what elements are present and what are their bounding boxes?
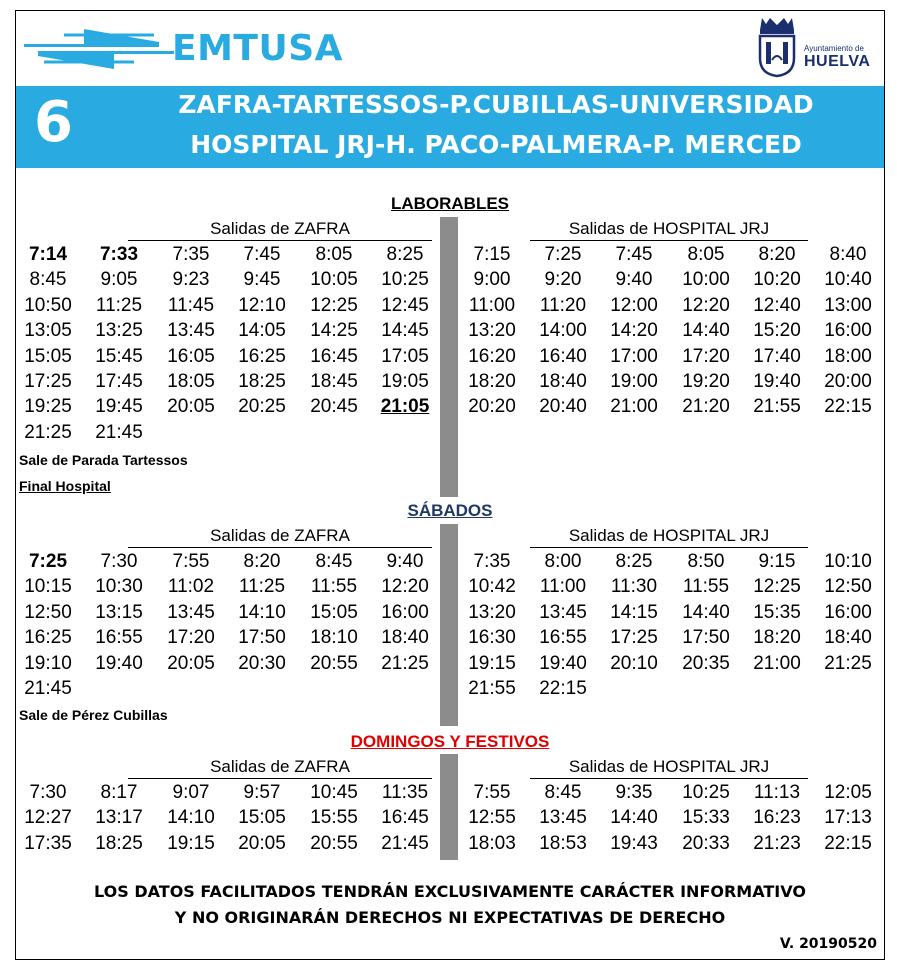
weekday-hospital-departure: 10:40: [824, 269, 872, 291]
saturday-hospital-departure: 11:55: [682, 576, 730, 598]
emtusa-arrow-icon: [24, 24, 174, 74]
holiday-zafra-departure: 19:15: [167, 832, 215, 854]
saturday-hospital-departure: 22:15: [539, 678, 587, 699]
saturday-hospital-departure: 18:40: [824, 627, 872, 649]
holiday-hospital-departure: 12:55: [468, 807, 516, 829]
weekday-hospital-departure: 20:20: [468, 396, 516, 418]
route-stops-line-2: HOSPITAL JRJ-H. PACO-PALMERA-P. MERCED: [190, 130, 802, 159]
weekday-hospital-departure: 18:00: [824, 345, 872, 367]
weekday-hospital-departure: 19:00: [610, 371, 658, 392]
holiday-hospital-departure: 18:53: [539, 832, 587, 854]
holiday-zafra-departure: 14:10: [167, 807, 215, 829]
saturday-hospital-departure: 18:20: [753, 627, 801, 649]
holiday-hospital-departure: 13:45: [539, 807, 587, 829]
weekday-zafra-departure: 10:05: [310, 269, 358, 291]
saturday-zafra-departure: 8:45: [315, 551, 353, 572]
saturday-hospital-header: Salidas de HOSPITAL JRJ: [530, 526, 808, 548]
saturday-zafra-departure: 16:25: [24, 627, 72, 649]
weekday-zafra-departure: 21:45: [95, 421, 143, 443]
weekday-zafra-departure: 16:05: [167, 345, 215, 367]
weekday-hospital-departure: 7:15: [473, 244, 511, 265]
weekday-hospital-departure: 17:00: [610, 345, 658, 367]
weekday-hospital-departure: 20:00: [824, 371, 872, 392]
saturday-hospital-departure: 12:25: [753, 576, 801, 598]
weekday-zafra-departure: 20:05: [167, 396, 215, 418]
saturday-title: SÁBADOS: [407, 501, 493, 520]
holiday-zafra-departure: 15:05: [238, 807, 286, 829]
holiday-hospital-departure: 16:23: [753, 807, 801, 829]
saturday-hospital-departure: 21:00: [753, 652, 801, 674]
saturday-zafra-departure: 10:15: [24, 576, 72, 598]
saturday-hospital-departure: 16:30: [468, 627, 516, 649]
route-banner: [16, 86, 884, 168]
weekday-zafra-departure: 7:35: [172, 244, 210, 265]
holiday-hospital-departure: 12:05: [824, 782, 872, 803]
weekday-hospital-departure: 8:40: [829, 244, 867, 265]
weekday-zafra-departure: 8:05: [315, 244, 353, 265]
saturday-hospital-departure: 10:10: [824, 551, 872, 572]
weekday-zafra-departure: 12:25: [310, 294, 358, 316]
saturday-zafra-departure: 18:10: [310, 627, 358, 649]
saturday-zafra-departure: 19:40: [95, 652, 143, 674]
weekday-zafra-departure: 18:05: [167, 371, 215, 392]
holiday-zafra-departure: 20:55: [310, 832, 358, 854]
weekday-zafra-departure: 9:05: [100, 269, 138, 291]
saturday-hospital-departure: 19:40: [539, 652, 587, 674]
saturday-zafra-departure: 10:30: [95, 576, 143, 598]
saturday-zafra-departure: 12:50: [24, 601, 72, 623]
holiday-hospital-departure: 8:45: [544, 782, 582, 803]
saturday-zafra-departure: 11:55: [310, 576, 358, 598]
saturday-zafra-departure: 8:20: [243, 551, 281, 572]
weekday-zafra-departure: 10:25: [381, 269, 429, 291]
weekday-hospital-departure: 19:40: [753, 371, 801, 392]
saturday-zafra-departure: 13:15: [95, 601, 143, 623]
saturday-hospital-departure: 8:25: [615, 551, 653, 572]
weekday-hospital-departure: 16:00: [824, 320, 872, 342]
holiday-zafra-departure: 13:17: [95, 807, 143, 829]
holiday-hospital-departure: 18:03: [468, 832, 516, 854]
saturday-hospital-departure: 8:00: [544, 551, 582, 572]
weekday-zafra-departure: 18:45: [310, 371, 358, 392]
saturday-hospital-departure: 14:40: [682, 601, 730, 623]
saturday-hospital-departure: 9:15: [758, 551, 796, 572]
weekday-hospital-departure: 12:40: [753, 294, 801, 316]
version-label: V. 20190520: [779, 936, 877, 952]
holiday-zafra-departure: 9:57: [243, 782, 281, 803]
holiday-zafra-departure: 17:35: [24, 832, 72, 854]
saturday-hospital-departure: 7:35: [473, 551, 511, 572]
saturday-zafra-departure: 11:25: [238, 576, 286, 598]
weekday-zafra-departure: 21:25: [24, 421, 72, 443]
weekday-hospital-departure: 9:20: [544, 269, 582, 291]
weekday-hospital-departure: 9:40: [615, 269, 653, 291]
saturday-hospital-departure: 17:50: [682, 627, 730, 649]
holiday-zafra-departure: 16:45: [381, 807, 429, 829]
saturday-zafra-departure: 20:55: [310, 652, 358, 674]
saturday-hospital-departure: 19:15: [468, 652, 516, 674]
weekday-hospital-departure: 7:25: [544, 244, 582, 265]
holiday-zafra-departure: 15:55: [310, 807, 358, 829]
holiday-zafra-departure: 12:27: [24, 807, 72, 829]
holiday-title: DOMINGOS Y FESTIVOS: [350, 732, 550, 751]
holiday-hospital-departure: 15:33: [682, 807, 730, 829]
holiday-zafra-departure: 21:45: [381, 832, 429, 854]
holiday-hospital-departure: 22:15: [824, 832, 872, 854]
saturday-zafra-departure: 14:10: [238, 601, 286, 623]
saturday-hospital-departure: 16:00: [824, 601, 872, 623]
holiday-hospital-departure: 9:35: [615, 782, 653, 803]
saturday-hospital-departure: 11:30: [610, 576, 658, 598]
holiday-zafra-header: Salidas de ZAFRA: [128, 757, 432, 779]
weekday-zafra-departure: 20:25: [238, 396, 286, 418]
saturday-hospital-departure: 10:42: [468, 576, 516, 598]
weekday-hospital-departure: 8:20: [758, 244, 796, 265]
weekday-zafra-departure: 8:25: [386, 244, 424, 265]
weekday-zafra-departure: 7:33: [99, 244, 139, 265]
weekday-hospital-departure: 13:00: [824, 294, 872, 316]
weekday-hospital-departure: 10:00: [682, 269, 730, 291]
weekday-zafra-departure: 16:25: [238, 345, 286, 367]
holiday-hospital-departure: 11:13: [753, 782, 801, 803]
saturday-zafra-departure: 9:40: [386, 551, 424, 572]
weekday-hospital-departure: 8:05: [687, 244, 725, 265]
saturday-zafra-departure: 17:50: [238, 627, 286, 649]
weekday-hospital-departure: 20:40: [539, 396, 587, 418]
holiday-zafra-departure: 10:45: [310, 782, 358, 803]
weekday-hospital-departure: 10:20: [753, 269, 801, 291]
weekday-zafra-departure: 9:45: [243, 269, 281, 291]
saturday-zafra-header: Salidas de ZAFRA: [128, 526, 432, 548]
weekday-zafra-departure: 7:14: [28, 244, 68, 265]
saturday-hospital-departure: 11:00: [539, 576, 587, 598]
weekday-hospital-departure: 16:40: [539, 345, 587, 367]
huelva-logo: [756, 16, 876, 82]
route-number: 6: [34, 90, 73, 155]
weekday-zafra-departure: 15:45: [95, 345, 143, 367]
holiday-zafra-departure: 11:35: [381, 782, 429, 803]
saturday-hospital-departure: 16:55: [539, 627, 587, 649]
saturday-hospital-departure: 21:25: [824, 652, 872, 674]
emtusa-wordmark: EMTUSA: [172, 28, 343, 69]
weekday-hospital-departure: 17:20: [682, 345, 730, 367]
weekday-hospital-departure: 14:00: [539, 320, 587, 342]
weekday-zafra-departure: 18:25: [238, 371, 286, 392]
weekday-hospital-departure: 11:00: [468, 294, 516, 316]
saturday-hospital-departure: 8:50: [687, 551, 725, 572]
saturday-hospital-departure: 17:25: [610, 627, 658, 649]
weekday-note-start: Sale de Parada Tartessos: [19, 452, 188, 468]
weekday-zafra-departure: 17:25: [24, 371, 72, 392]
holiday-hospital-departure: 19:43: [610, 832, 658, 854]
saturday-hospital-departure: 12:50: [824, 576, 872, 598]
weekday-zafra-departure: 13:05: [24, 320, 72, 342]
saturday-hospital-departure: 20:35: [682, 652, 730, 674]
weekday-title: LABORABLES: [390, 194, 510, 213]
saturday-zafra-departure: 21:25: [381, 652, 429, 674]
saturday-zafra-departure: 17:20: [167, 627, 215, 649]
weekday-hospital-departure: 22:15: [824, 396, 872, 418]
holiday-hospital-departure: 10:25: [682, 782, 730, 803]
holiday-hospital-departure: 14:40: [610, 807, 658, 829]
weekday-hospital-departure: 16:20: [468, 345, 516, 367]
weekday-hospital-departure: 19:20: [682, 371, 730, 392]
emtusa-logo: [24, 24, 364, 74]
saturday-zafra-departure: 13:45: [167, 601, 215, 623]
holiday-zafra-departure: 8:17: [100, 782, 138, 803]
huelva-crest-icon: [756, 16, 798, 78]
weekday-hospital-departure: 11:20: [539, 294, 587, 316]
authority-city: HUELVA: [804, 53, 871, 70]
saturday-hospital-departure: 15:35: [753, 601, 801, 623]
weekday-hospital-departure: 18:20: [468, 371, 516, 392]
saturday-zafra-departure: 12:20: [381, 576, 429, 598]
weekday-zafra-departure: 17:05: [381, 345, 429, 367]
weekday-hospital-departure: 14:40: [682, 320, 730, 342]
saturday-zafra-departure: 20:30: [238, 652, 286, 674]
saturday-hospital-departure: 14:15: [610, 601, 658, 623]
route-stops-line-1: ZAFRA-TARTESSOS-P.CUBILLAS-UNIVERSIDAD: [178, 90, 814, 119]
saturday-zafra-departure: 18:40: [381, 627, 429, 649]
weekday-zafra-departure: 11:25: [95, 294, 143, 316]
saturday-zafra-departure: 7:25: [28, 551, 68, 572]
saturday-hospital-departure: 21:55: [468, 678, 516, 699]
saturday-zafra-departure: 16:55: [95, 627, 143, 649]
weekday-zafra-header: Salidas de ZAFRA: [128, 219, 432, 241]
weekday-zafra-departure: 19:05: [381, 371, 429, 392]
weekday-hospital-departure: 9:00: [473, 269, 511, 291]
saturday-note-start: Sale de Pérez Cubillas: [19, 707, 168, 723]
saturday-hospital-departure: 20:10: [610, 652, 658, 674]
holiday-zafra-departure: 9:07: [172, 782, 210, 803]
weekday-zafra-departure: 14:45: [381, 320, 429, 342]
weekday-hospital-departure: 13:20: [468, 320, 516, 342]
holiday-hospital-header: Salidas de HOSPITAL JRJ: [530, 757, 808, 779]
weekday-zafra-departure: 13:45: [167, 320, 215, 342]
saturday-zafra-departure: 19:10: [24, 652, 72, 674]
weekday-hospital-departure: 21:55: [753, 396, 801, 418]
saturday-hospital-departure: 13:20: [468, 601, 516, 623]
weekday-zafra-departure: 16:45: [310, 345, 358, 367]
holiday-hospital-departure: 20:33: [682, 832, 730, 854]
weekday-zafra-departure: 10:50: [24, 294, 72, 316]
weekday-hospital-departure: 14:20: [610, 320, 658, 342]
weekday-zafra-departure: 12:45: [381, 294, 429, 316]
weekday-zafra-departure: 9:23: [172, 269, 210, 291]
disclaimer-line-1: LOS DATOS FACILITADOS TENDRÁN EXCLUSIVAMENTE CARÁCTER INFORMATIVO: [94, 882, 806, 901]
weekday-hospital-departure: 12:20: [682, 294, 730, 316]
weekday-zafra-departure: 15:05: [24, 345, 72, 367]
weekday-zafra-departure: 12:10: [238, 294, 286, 316]
weekday-zafra-departure: 13:25: [95, 320, 143, 342]
weekday-hospital-departure: 7:45: [615, 244, 653, 265]
weekday-zafra-departure: 17:45: [95, 371, 143, 392]
holiday-zafra-departure: 20:05: [238, 832, 286, 854]
weekday-zafra-departure: 19:25: [24, 396, 72, 418]
weekday-zafra-departure: 8:45: [29, 269, 67, 291]
saturday-zafra-departure: 7:30: [100, 551, 138, 572]
saturday-zafra-departure: 16:00: [381, 601, 429, 623]
weekday-hospital-departure: 15:20: [753, 320, 801, 342]
weekday-zafra-departure: 7:45: [243, 244, 281, 265]
weekday-hospital-departure: 18:40: [539, 371, 587, 392]
holiday-hospital-departure: 17:13: [824, 807, 872, 829]
saturday-zafra-departure: 15:05: [310, 601, 358, 623]
holiday-hospital-departure: 7:55: [473, 782, 511, 803]
weekday-zafra-departure: 20:45: [310, 396, 358, 418]
authority-label: Ayuntamiento de: [804, 44, 864, 53]
weekday-zafra-departure: 14:25: [310, 320, 358, 342]
holiday-zafra-departure: 7:30: [29, 782, 67, 803]
saturday-zafra-departure: 21:45: [24, 678, 72, 699]
weekday-hospital-header: Salidas de HOSPITAL JRJ: [530, 219, 808, 241]
saturday-zafra-departure: 7:55: [172, 551, 210, 572]
weekday-zafra-departure: 14:05: [238, 320, 286, 342]
weekday-zafra-departure: 21:05: [380, 396, 430, 418]
weekday-hospital-departure: 21:00: [610, 396, 658, 418]
saturday-hospital-departure: 13:45: [539, 601, 587, 623]
weekday-note-end: Final Hospital: [19, 478, 111, 494]
weekday-hospital-departure: 17:40: [753, 345, 801, 367]
disclaimer-line-2: Y NO ORIGINARÁN DERECHOS NI EXPECTATIVAS DE DERECHO: [174, 908, 726, 927]
weekday-hospital-departure: 21:20: [682, 396, 730, 418]
holiday-zafra-departure: 18:25: [95, 832, 143, 854]
weekday-zafra-departure: 19:45: [95, 396, 143, 418]
weekday-zafra-departure: 11:45: [167, 294, 215, 316]
saturday-zafra-departure: 20:05: [167, 652, 215, 674]
saturday-zafra-departure: 11:02: [167, 576, 215, 598]
holiday-hospital-departure: 21:23: [753, 832, 801, 854]
weekday-hospital-departure: 12:00: [610, 294, 658, 316]
